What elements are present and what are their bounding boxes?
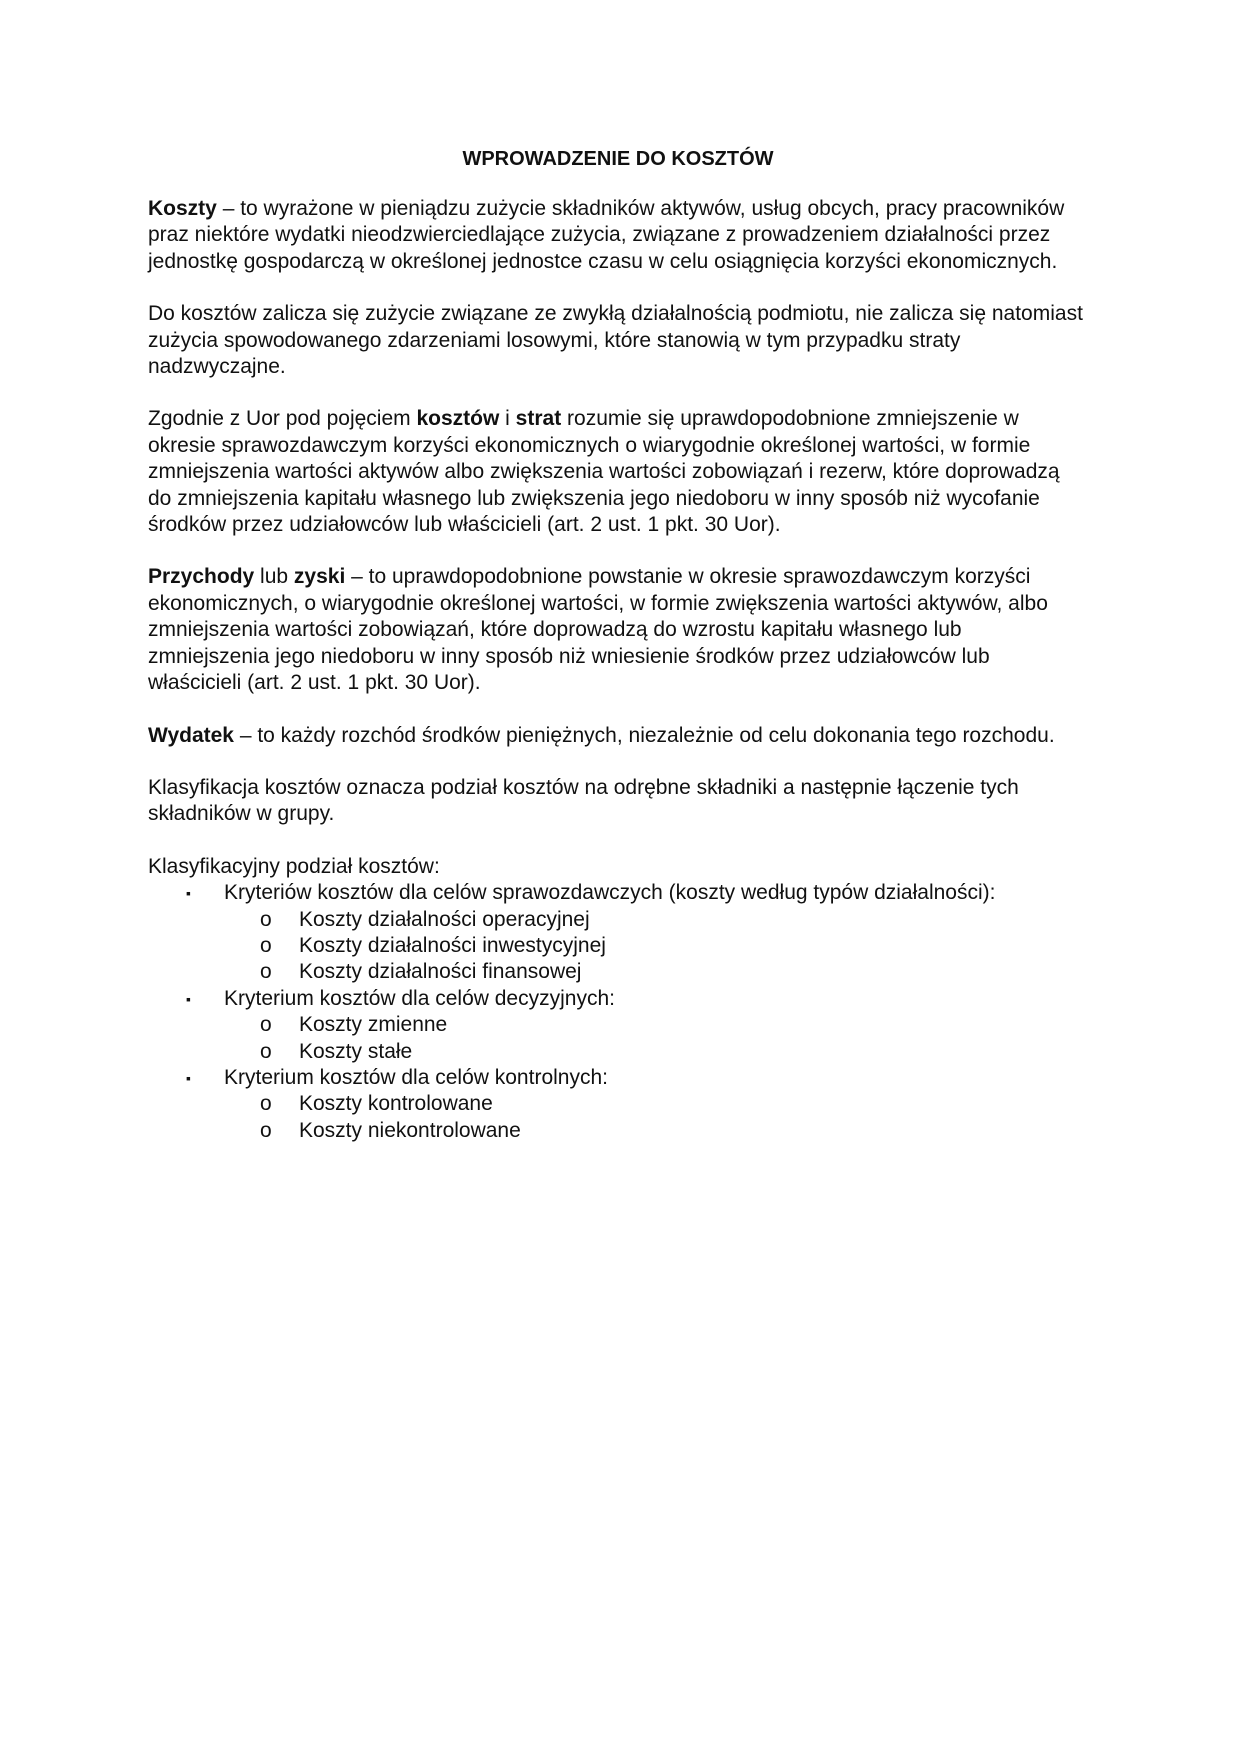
uor-connector: i [499, 407, 516, 431]
paragraph-uor [148, 406, 1088, 538]
circle-bullet-icon: o [260, 907, 272, 931]
definition-przychody: – to uprawdopodobnione powstanie w okresie sprawozdawczym korzyści ekonomicznych, o wiarygodnie określonej wartości, w formie zwiększenia wartości aktywów, albo zmniejszenia wartości zobowiązań, które doprowadzą do wzrostu kapitału własnego lub zmniejszenia jego niedoboru w inny sposób niż wniesienie środków przez udziałowców lub właścicieli (art. 2 ust. 1 pkt. 30 Uor). [148, 565, 1048, 695]
list-item [148, 1065, 1088, 1144]
circle-bullet-icon: o [260, 1039, 272, 1063]
sub-list-item-label: Koszty działalności finansowej [299, 960, 582, 984]
definition-koszty: – to wyrażone w pieniądzu zużycie składników aktywów, usług obcych, pracy pracowników praz niektóre wydatki nieodzwierciedlające zużycia, związane z prowadzeniem działalności przez jednostkę gospodarczą w określonej jednostce czasu w celu osiągnięcia korzyści ekonomicznych. [148, 197, 1065, 273]
term-kosztow: kosztów [416, 407, 500, 431]
term-strat: strat [515, 407, 562, 431]
circle-bullet-icon: o [260, 1118, 272, 1142]
uor-intro: Zgodnie z Uor pod pojęciem [148, 407, 417, 431]
sub-list-item-label: Koszty niekontrolowane [299, 1118, 521, 1142]
circle-bullet-icon: o [260, 1092, 272, 1116]
square-bullet-icon: ▪ [186, 885, 191, 902]
sub-list-item [224, 1091, 1088, 1117]
przychody-connector: lub [254, 565, 294, 589]
paragraph-klasyfikacja: Klasyfikacja kosztów oznacza podział kosztów na odrębne składniki a następnie łączenie tych składników w grupy. [148, 775, 1019, 826]
sub-list-item-label: Koszty działalności operacyjnej [299, 907, 590, 931]
term-koszty: Koszty [148, 197, 217, 220]
sub-list-item [224, 907, 1088, 933]
list-intro: Klasyfikacyjny podział kosztów: [148, 854, 440, 878]
paragraph-zalicza: Do kosztów zalicza się zużycie związane ze zwykłą działalnością podmiotu, nie zalicza się natomiast zużycia spowodowanego zdarzeniami losowymi, które stanowią w tym przypadku straty nadzwyczajne. [148, 302, 1083, 379]
document-page [148, 146, 1088, 1144]
square-bullet-icon: ▪ [186, 990, 191, 1007]
sub-list-item [224, 1039, 1088, 1065]
list-item-label: Kryterium kosztów dla celów kontrolnych: [224, 1065, 608, 1089]
square-bullet-icon: ▪ [186, 1069, 191, 1086]
list-item-label: Kryteriów kosztów dla celów sprawozdawczych (koszty według typów działalności): [224, 881, 996, 905]
circle-bullet-icon: o [260, 1013, 272, 1037]
term-przychody: Przychody [148, 565, 255, 589]
sub-list [224, 907, 1088, 986]
circle-bullet-icon: o [260, 933, 272, 957]
term-zyski: zyski [293, 565, 346, 589]
sub-list-item [224, 933, 1088, 959]
classification-list [148, 880, 1088, 1144]
circle-bullet-icon: o [260, 960, 272, 984]
term-wydatek: Wydatek [148, 723, 234, 747]
sub-list-item [224, 959, 1088, 985]
sub-list [224, 1012, 1088, 1065]
sub-list-item-label: Koszty kontrolowane [299, 1092, 493, 1116]
sub-list-item [224, 1012, 1088, 1038]
sub-list-item-label: Koszty działalności inwestycyjnej [299, 933, 606, 957]
paragraph-koszty [148, 196, 1088, 275]
list-item [148, 880, 1088, 986]
document-title: WPROWADZENIE DO KOSZTÓW [462, 148, 774, 170]
paragraph-wydatek [148, 723, 1088, 749]
list-item [148, 986, 1088, 1065]
uor-definition: rozumie się uprawdopodobnione zmniejszenie w okresie sprawozdawczym korzyści ekonomicznych o wiarygodnie określonej wartości, w formie zmniejszenia wartości aktywów albo zwiększenia wartości zobowiązań i rezerw, które doprowadzą do zmniejszenia kapitału własnego lub zwiększenia jego niedoboru w inny sposób niż wycofanie środków przez udziałowców lub właścicieli (art. 2 ust. 1 pkt. 30 Uor). [148, 407, 1060, 537]
sub-list-item-label: Koszty stałe [299, 1039, 413, 1063]
sub-list-item-label: Koszty zmienne [299, 1013, 448, 1037]
definition-wydatek: – to każdy rozchód środków pieniężnych, niezależnie od celu dokonania tego rozchodu. [233, 723, 1055, 747]
sub-list-item [224, 1118, 1088, 1144]
paragraph-przychody [148, 564, 1088, 696]
sub-list [224, 1091, 1088, 1144]
list-item-label: Kryterium kosztów dla celów decyzyjnych: [224, 986, 615, 1010]
